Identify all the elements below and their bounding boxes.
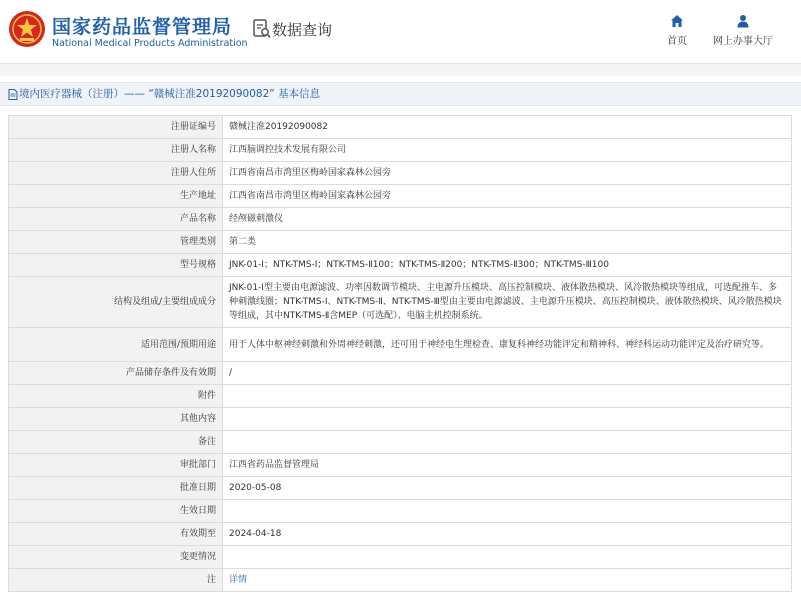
nav-home[interactable]	[662, 14, 692, 47]
table-row	[9, 328, 792, 362]
row-value: 赣械注准20192090082	[223, 116, 792, 139]
details-link[interactable]: 详情	[229, 575, 248, 585]
row-value: 第二类	[223, 231, 792, 254]
breadcrumb	[0, 82, 801, 106]
table-row	[9, 523, 792, 546]
table-row	[9, 385, 792, 408]
table-row	[9, 277, 792, 328]
table-row	[9, 162, 792, 185]
site-header	[0, 0, 801, 64]
row-value	[223, 569, 792, 592]
nav-online-office[interactable]	[712, 14, 774, 47]
row-value: 用于人体中枢神经刺激和外周神经刺激，还可用于神经电生理检查、康复科神经功能评定和精神科、神经科运动功能评定及治疗研究等。	[223, 328, 792, 362]
row-label: 变更情况	[9, 546, 223, 569]
row-value: /	[223, 362, 792, 385]
row-label: 备注	[9, 431, 223, 454]
row-value	[223, 431, 792, 454]
site-title[interactable]: 国家药品监督管理局	[52, 16, 233, 38]
table-row	[9, 569, 792, 592]
row-label: 注	[9, 569, 223, 592]
row-label: 其他内容	[9, 408, 223, 431]
user-icon	[736, 14, 750, 28]
row-value: 江西省药品监督管理局	[223, 454, 792, 477]
table-row	[9, 208, 792, 231]
row-label: 生产地址	[9, 185, 223, 208]
nmpa-emblem-icon[interactable]	[8, 10, 46, 48]
table-row	[9, 185, 792, 208]
row-value: JNK-01-Ⅰ型主要由电源滤波、功率因数调节模块、主电源升压模块、高压控制模块、液体散热模块、风冷散热模块等组成，可选配推车、多种刺激线圈；NTK-TMS-Ⅰ、NTK-TMS-Ⅱ、NTK-TMS-Ⅲ型由主要由电源滤波、主电源升压模块、高压控制模块、液体散热模块、风冷散热模块等组成，其中NTK-TMS-Ⅱ含MEP（可选配）、电脑主机控制系统。	[223, 277, 792, 328]
data-query-icon	[253, 19, 271, 39]
row-value: 江西省南昌市湾里区梅岭国家森林公园旁	[223, 185, 792, 208]
row-value: 江西脑调控技术发展有限公司	[223, 139, 792, 162]
row-label: 批准日期	[9, 477, 223, 500]
table-row	[9, 116, 792, 139]
table-row	[9, 408, 792, 431]
row-value	[223, 546, 792, 569]
nav-home-label: 首页	[667, 36, 687, 47]
document-icon	[8, 89, 18, 100]
table-row	[9, 431, 792, 454]
row-label: 注册人名称	[9, 139, 223, 162]
table-row	[9, 231, 792, 254]
home-icon	[670, 14, 684, 28]
row-value	[223, 408, 792, 431]
row-label: 注册证编号	[9, 116, 223, 139]
row-label: 型号规格	[9, 254, 223, 277]
row-label: 产品名称	[9, 208, 223, 231]
row-label: 适用范围/预期用途	[9, 328, 223, 362]
table-row	[9, 454, 792, 477]
row-value: JNK-01-Ⅰ；NTK-TMS-Ⅰ；NTK-TMS-Ⅱ100；NTK-TMS-Ⅱ200；NTK-TMS-Ⅱ300；NTK-TMS-Ⅲ100	[223, 254, 792, 277]
table-row	[9, 546, 792, 569]
row-label: 结构及组成/主要组成成分	[9, 277, 223, 328]
table-row	[9, 500, 792, 523]
table-row	[9, 139, 792, 162]
row-value	[223, 500, 792, 523]
row-label: 产品储存条件及有效期	[9, 362, 223, 385]
table-row	[9, 362, 792, 385]
table-row	[9, 477, 792, 500]
row-value: 江西省南昌市湾里区梅岭国家森林公园旁	[223, 162, 792, 185]
site-title-en: National Medical Products Administration	[52, 38, 248, 49]
table-row	[9, 254, 792, 277]
row-label: 附件	[9, 385, 223, 408]
row-value: 经颅磁刺激仪	[223, 208, 792, 231]
breadcrumb-text: 境内医疗器械（注册）—— “赣械注准20192090082” 基本信息	[19, 88, 321, 100]
data-query-label[interactable]: 数据查询	[272, 21, 333, 39]
row-value: 2020-05-08	[223, 477, 792, 500]
row-label: 有效期至	[9, 523, 223, 546]
row-label: 注册人住所	[9, 162, 223, 185]
row-label: 审批部门	[9, 454, 223, 477]
row-label: 管理类别	[9, 231, 223, 254]
row-value: 2024-04-18	[223, 523, 792, 546]
row-value	[223, 385, 792, 408]
row-label: 生效日期	[9, 500, 223, 523]
nav-office-label: 网上办事大厅	[713, 36, 773, 47]
header-divider	[0, 64, 801, 76]
registration-info-table	[8, 115, 792, 592]
